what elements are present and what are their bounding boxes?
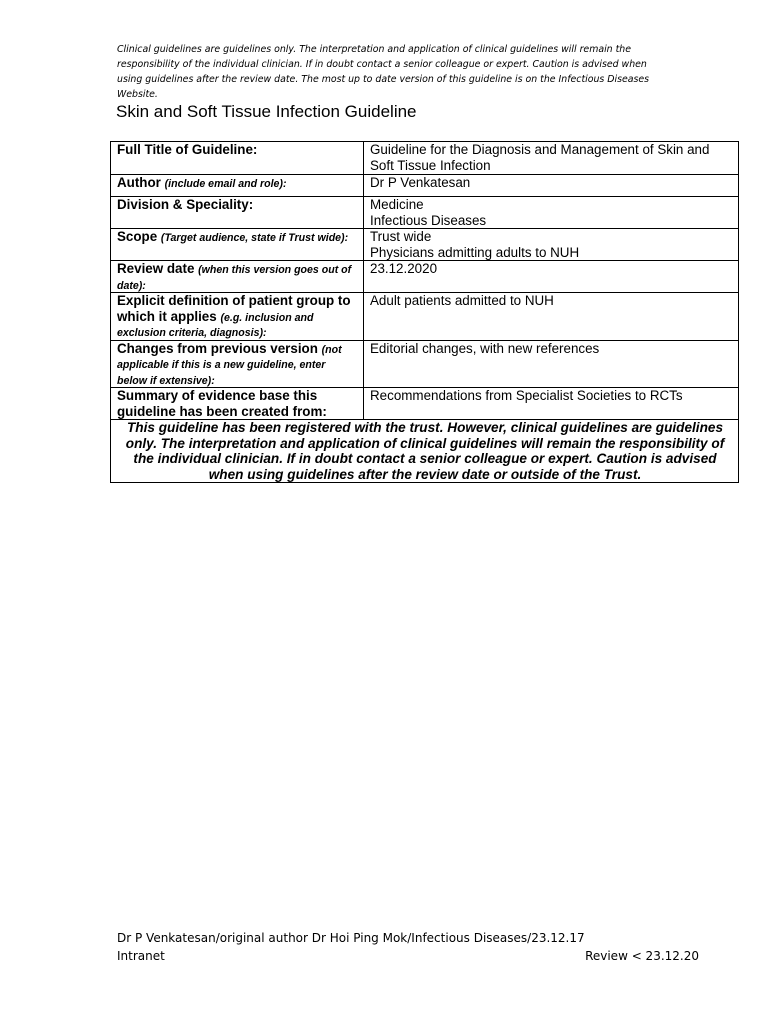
row-value: Recommendations from Specialist Societies to RCTs <box>370 388 683 403</box>
guideline-info-table <box>110 141 739 483</box>
row-label-cell <box>111 293 364 341</box>
table-row <box>111 388 739 420</box>
row-label: Review date <box>117 261 195 276</box>
row-value: Medicine <box>370 197 424 212</box>
row-value-cell <box>364 340 739 388</box>
row-value: Infectious Diseases <box>370 212 487 228</box>
row-value-cell <box>364 142 739 175</box>
row-label-cell <box>111 261 364 293</box>
footer-intranet: Intranet <box>117 949 165 963</box>
row-label-cell <box>111 142 364 175</box>
row-value: 23.12.2020 <box>370 261 438 276</box>
row-hint: (Target audience, state if Trust wide): <box>160 232 349 244</box>
row-label: Author <box>117 175 161 190</box>
row-value: Guideline for the Diagnosis and Management of Skin and Soft Tissue Infection <box>370 142 710 173</box>
table-row <box>111 229 739 261</box>
row-label: Full Title of Guideline: <box>117 142 258 157</box>
row-value-cell <box>364 197 739 229</box>
registration-notice: This guideline has been registered with the trust. However, clinical guidelines are guidelines only. The interpretation and application of clinical guidelines will remain the responsibility of the individual clinician. If in doubt contact a senior colleague or expert. Caution is advised when using guidelines after the review date or outside of the Trust. <box>111 420 739 483</box>
table-row <box>111 261 739 293</box>
table-row <box>111 340 739 388</box>
row-label: Summary of evidence base this guideline has been created from: <box>117 388 327 419</box>
row-hint: (e.g. inclusion and exclusion criteria, diagnosis): <box>117 311 314 339</box>
table-row <box>111 293 739 341</box>
row-value-cell <box>364 261 739 293</box>
row-label-cell <box>111 340 364 388</box>
row-label: Scope <box>117 229 158 244</box>
row-label-cell <box>111 197 364 229</box>
row-value-cell <box>364 175 739 197</box>
row-value: Dr P Venkatesan <box>370 175 471 190</box>
footer-author-line: Dr P Venkatesan/original author Dr Hoi Ping Mok/Infectious Diseases/23.12.17 <box>117 931 585 945</box>
disclaimer-text: Clinical guidelines are guidelines only. The interpretation and application of clinical guidelines will remain the responsibility of the individual clinician. If in doubt contact a senior colleague or expert. Caution is advised when using guidelines after the review date. The most up to date version of this guideline is on the Infectious Diseases Website. <box>117 44 650 100</box>
row-label: Explicit definition of patient group to which it applies <box>117 293 351 324</box>
document-title: Skin and Soft Tissue Infection Guideline <box>116 102 417 121</box>
row-value-cell <box>364 388 739 420</box>
row-hint: (include email and role): <box>164 178 287 190</box>
row-value: Trust wide <box>370 229 432 244</box>
row-value: Adult patients admitted to NUH <box>370 293 554 308</box>
page-footer <box>117 929 699 965</box>
row-value-cell <box>364 229 739 261</box>
row-value-cell <box>364 293 739 341</box>
row-hint: (when this version goes out of date): <box>117 264 352 292</box>
row-value: Physicians admitting adults to NUH <box>370 244 580 260</box>
table-row <box>111 197 739 229</box>
table-row <box>111 142 739 175</box>
row-label-cell <box>111 229 364 261</box>
row-hint: (not applicable if this is a new guideline, enter below if extensive): <box>117 343 342 387</box>
row-label-cell <box>111 388 364 420</box>
row-label: Changes from previous version <box>117 340 318 356</box>
row-value: Editorial changes, with new references <box>370 340 600 356</box>
row-label-cell <box>111 175 364 197</box>
table-row <box>111 175 739 197</box>
footer-review: Review < 23.12.20 <box>585 949 699 963</box>
row-label: Division & Speciality: <box>117 197 254 212</box>
notice-row <box>111 420 739 483</box>
